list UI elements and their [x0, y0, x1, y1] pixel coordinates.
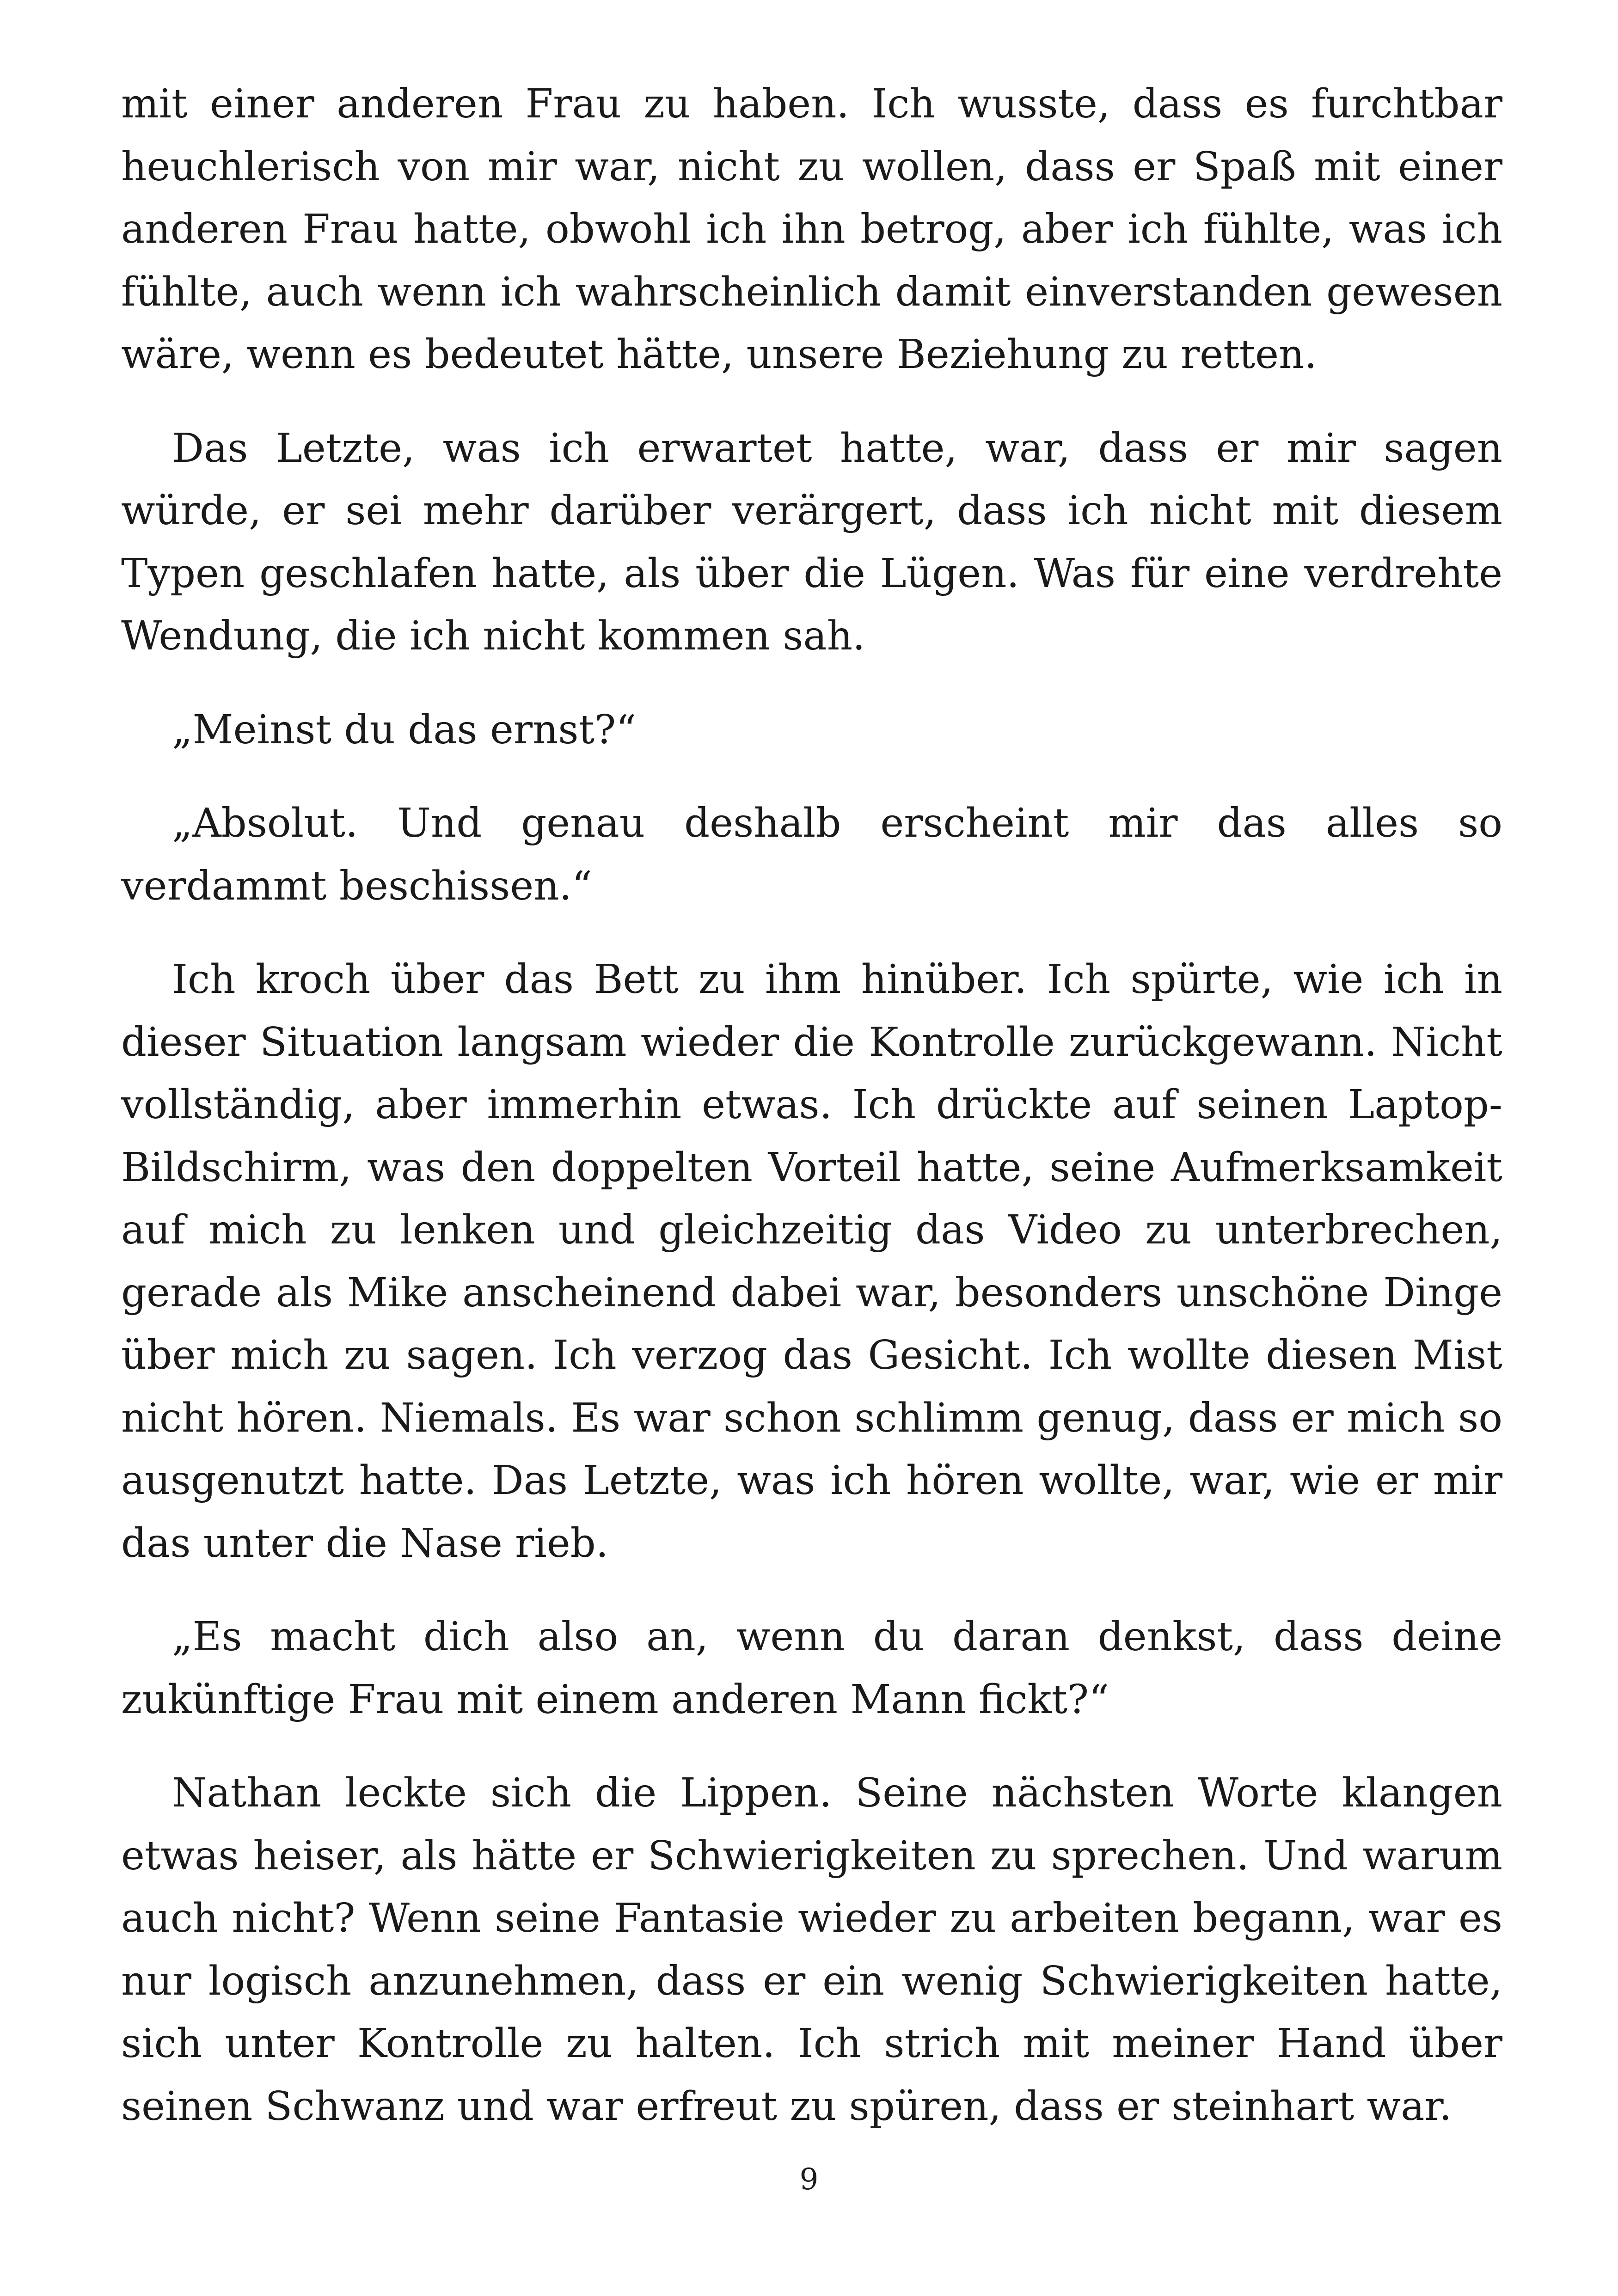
paragraph-6: „Es macht dich also an, wenn du daran denkst, dass deine zukünftige Frau mit einem anderen Mann fickt?“: [121, 1614, 1502, 1723]
body-text: [121, 73, 1502, 2169]
paragraph-1: mit einer anderen Frau zu haben. Ich wusste, dass es furchtbar heuchlerisch von mir war, nicht zu wollen, dass er Spaß mit einer anderen Frau hatte, obwohl ich ihn betrog, aber ich fühlte, was ich fühlte, auch wenn ich wahrscheinlich damit einverstanden gewesen wäre, wenn es bedeutet hätte, unsere Beziehung zu retten.: [121, 81, 1502, 378]
paragraph-7: Nathan leckte sich die Lippen. Seine nächsten Worte klangen etwas heiser, als hätte er Schwierigkeiten zu sprechen. Und warum auch nicht? Wenn seine Fantasie wieder zu arbeiten begann, war es nur logisch anzunehmen, dass er ein wenig Schwierigkeiten hatte, sich unter Kontrolle zu halten. Ich strich mit meiner Hand über seinen Schwanz und war erfreut zu spüren, dass er steinhart war.: [121, 1770, 1502, 2130]
paragraph-5: Ich kroch über das Bett zu ihm hinüber. Ich spürte, wie ich in dieser Situation langsam wieder die Kontrolle zurückgewann. Nicht vollständig, aber immerhin etwas. Ich drückte auf seinen Laptop-Bildschirm, was den doppelten Vorteil hatte, seine Aufmerksamkeit auf mich zu lenken und gleichzeitig das Video zu unterbrechen, gerade als Mike anscheinend dabei war, besonders unschöne Dinge über mich zu sagen. Ich verzog das Gesicht. Ich wollte diesen Mist nicht hören. Niemals. Es war schon schlimm genug, dass er mich so ausgenutzt hatte. Das Letzte, was ich hören wollte, war, wie er mir das unter die Nase rieb.: [121, 956, 1502, 1567]
page-number: 9: [799, 2162, 819, 2197]
paragraph-3: „Meinst du das ernst?“: [172, 706, 637, 753]
paragraph-2: Das Letzte, was ich erwartet hatte, war, dass er mir sagen würde, er sei mehr darüber verärgert, dass ich nicht mit diesem Typen geschlafen hatte, als über die Lügen. Was für eine verdrehte Wendung, die ich nicht kommen sah.: [121, 425, 1502, 659]
paragraph-4: „Absolut. Und genau deshalb erscheint mir das alles so verdammt beschissen.“: [121, 800, 1502, 909]
